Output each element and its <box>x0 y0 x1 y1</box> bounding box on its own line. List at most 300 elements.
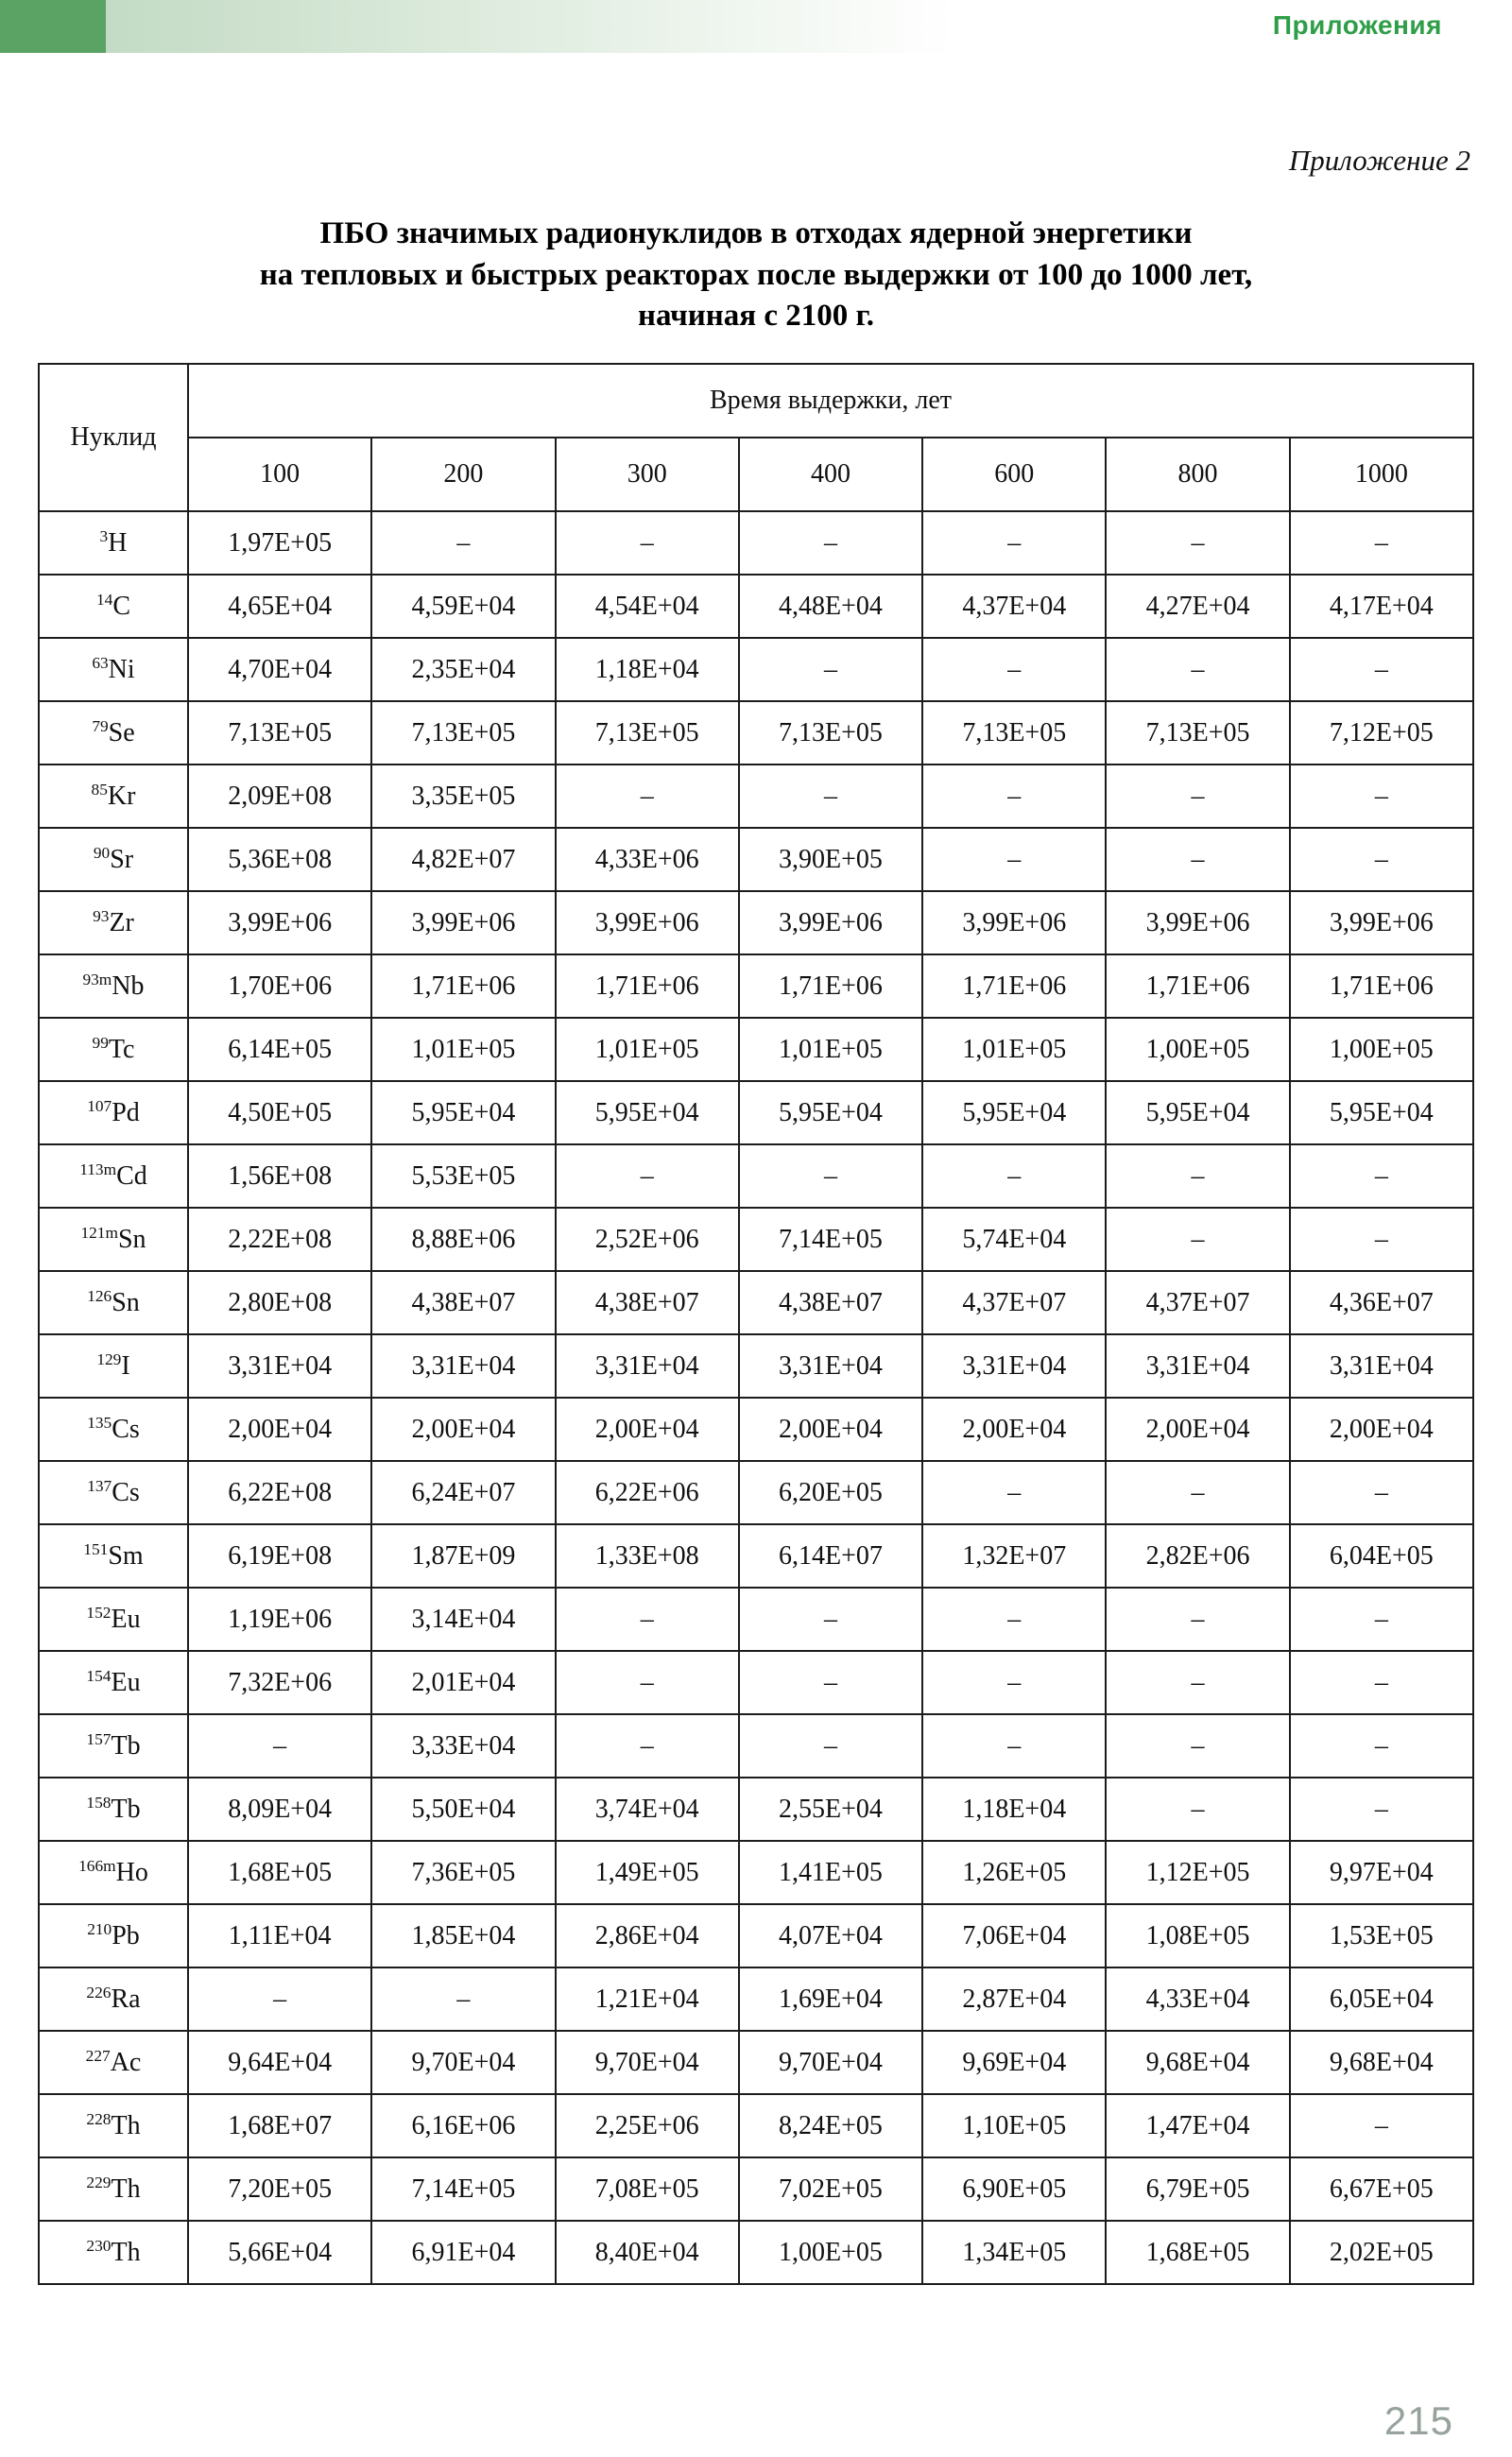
value-cell: 7,02E+05 <box>739 2157 922 2221</box>
nuclide-mass-number: 166m <box>78 1856 116 1875</box>
value-cell: – <box>556 1588 739 1651</box>
value-cell: – <box>922 1461 1106 1524</box>
nuclide-cell <box>39 1018 188 1081</box>
time-column-header: 100 <box>188 438 371 511</box>
value-cell: 1,85E+04 <box>371 1904 555 1967</box>
value-cell: 4,17E+04 <box>1290 575 1473 638</box>
value-cell: 9,70E+04 <box>371 2031 555 2094</box>
value-cell: 1,34E+05 <box>922 2221 1106 2284</box>
value-cell: 2,00E+04 <box>1290 1398 1473 1461</box>
value-cell: 1,68E+07 <box>188 2094 371 2157</box>
value-cell: 8,88E+06 <box>371 1208 555 1271</box>
nuclide-cell <box>39 2031 188 2094</box>
value-cell: – <box>1290 638 1473 701</box>
value-cell: 4,82E+07 <box>371 828 555 891</box>
table-row <box>39 1588 1473 1651</box>
value-cell: 1,19E+06 <box>188 1588 371 1651</box>
nuclide-cell <box>39 1904 188 1967</box>
value-cell: 3,31E+04 <box>1290 1334 1473 1398</box>
value-cell: 6,22E+08 <box>188 1461 371 1524</box>
value-cell: 4,70E+04 <box>188 638 371 701</box>
value-cell: 1,68E+05 <box>188 1841 371 1904</box>
value-cell: 2,55E+04 <box>739 1778 922 1841</box>
value-cell: 5,66E+04 <box>188 2221 371 2284</box>
value-cell: 6,67E+05 <box>1290 2157 1473 2221</box>
value-cell: – <box>922 828 1106 891</box>
nuclide-element-symbol: Cs <box>112 1414 140 1444</box>
value-cell: 3,99E+06 <box>1290 891 1473 954</box>
value-cell: – <box>1290 1208 1473 1271</box>
value-cell: 6,16E+06 <box>371 2094 555 2157</box>
nuclide-element-symbol: I <box>121 1350 130 1381</box>
value-cell: 2,35E+04 <box>371 638 555 701</box>
value-cell: – <box>1290 828 1473 891</box>
value-cell: 5,36E+08 <box>188 828 371 891</box>
nuclide-mass-number: 79 <box>92 716 109 735</box>
value-cell: 1,47E+04 <box>1106 2094 1289 2157</box>
value-cell: – <box>739 511 922 575</box>
value-cell: 1,01E+05 <box>556 1018 739 1081</box>
value-cell: 9,69E+04 <box>922 2031 1106 2094</box>
nuclide-mass-number: 63 <box>92 653 109 672</box>
nuclide-element-symbol: Tc <box>108 1034 135 1064</box>
value-cell: 2,02E+05 <box>1290 2221 1473 2284</box>
nuclide-cell <box>39 2157 188 2221</box>
value-cell: 5,53E+05 <box>371 1144 555 1208</box>
value-cell: 4,48E+04 <box>739 575 922 638</box>
nuclide-column-header: Нуклид <box>39 364 188 511</box>
value-cell: 3,99E+06 <box>556 891 739 954</box>
value-cell: – <box>1290 511 1473 575</box>
title-line-3: начиная с 2100 г. <box>637 299 875 334</box>
value-cell: 4,50E+05 <box>188 1081 371 1144</box>
nuclide-element-symbol: Sm <box>108 1540 144 1571</box>
nuclide-cell <box>39 2221 188 2284</box>
value-cell: 3,31E+04 <box>556 1334 739 1398</box>
value-cell: 3,99E+06 <box>371 891 555 954</box>
value-cell: – <box>556 1651 739 1714</box>
value-cell: 3,33E+04 <box>371 1714 555 1778</box>
value-cell: 8,09E+04 <box>188 1778 371 1841</box>
time-column-header: 300 <box>556 438 739 511</box>
value-cell: 1,00E+05 <box>739 2221 922 2284</box>
table-row <box>39 1524 1473 1588</box>
nuclide-mass-number: 3 <box>99 526 109 545</box>
value-cell: 6,14E+05 <box>188 1018 371 1081</box>
value-cell: – <box>739 1714 922 1778</box>
nuclide-mass-number: 129 <box>96 1349 122 1368</box>
value-cell: – <box>1106 1778 1289 1841</box>
value-cell: 7,08E+05 <box>556 2157 739 2221</box>
value-cell: 4,33E+06 <box>556 828 739 891</box>
value-cell: 5,95E+04 <box>922 1081 1106 1144</box>
table-row <box>39 1651 1473 1714</box>
value-cell: – <box>922 1588 1106 1651</box>
value-cell: – <box>556 1714 739 1778</box>
nuclide-cell <box>39 1208 188 1271</box>
table-row <box>39 1967 1473 2031</box>
table-row <box>39 1144 1473 1208</box>
value-cell: 5,95E+04 <box>556 1081 739 1144</box>
value-cell: 1,21E+04 <box>556 1967 739 2031</box>
table-row <box>39 638 1473 701</box>
value-cell: 7,13E+05 <box>556 701 739 765</box>
nuclide-element-symbol: Eu <box>111 1667 141 1697</box>
value-cell: – <box>371 1967 555 2031</box>
nuclide-mass-number: 113m <box>79 1160 117 1178</box>
value-cell: 4,37E+07 <box>922 1271 1106 1334</box>
value-cell: 9,64E+04 <box>188 2031 371 2094</box>
value-cell: 8,40E+04 <box>556 2221 739 2284</box>
nuclide-mass-number: 126 <box>87 1286 112 1305</box>
nuclide-cell <box>39 2094 188 2157</box>
time-column-header: 400 <box>739 438 922 511</box>
value-cell: 4,38E+07 <box>371 1271 555 1334</box>
nuclide-cell <box>39 891 188 954</box>
nuclide-element-symbol: Kr <box>107 781 136 811</box>
nuclide-cell <box>39 575 188 638</box>
table-row <box>39 575 1473 638</box>
value-cell: – <box>1290 1778 1473 1841</box>
nuclide-mass-number: 210 <box>87 1919 112 1938</box>
time-column-header: 800 <box>1106 438 1289 511</box>
value-cell: 2,00E+04 <box>739 1398 922 1461</box>
nuclide-element-symbol: Eu <box>111 1604 141 1634</box>
value-cell: 7,13E+05 <box>188 701 371 765</box>
value-cell: 3,31E+04 <box>1106 1334 1289 1398</box>
value-cell: 7,14E+05 <box>739 1208 922 1271</box>
nuclide-element-symbol: Zr <box>109 907 134 937</box>
table-row <box>39 1841 1473 1904</box>
value-cell: 7,36E+05 <box>371 1841 555 1904</box>
table-row <box>39 1904 1473 1967</box>
value-cell: – <box>1106 1714 1289 1778</box>
table-row <box>39 954 1473 1018</box>
value-cell: 9,70E+04 <box>739 2031 922 2094</box>
value-cell: 3,31E+04 <box>188 1334 371 1398</box>
nuclide-mass-number: 229 <box>86 2173 112 2191</box>
value-cell: – <box>1106 638 1289 701</box>
nuclide-element-symbol: Sr <box>110 844 134 874</box>
nuclide-mass-number: 152 <box>86 1603 112 1622</box>
value-cell: 3,99E+06 <box>739 891 922 954</box>
value-cell: 3,35E+05 <box>371 765 555 828</box>
appendix-label: Приложение 2 <box>1288 144 1470 177</box>
value-cell: 7,13E+05 <box>739 701 922 765</box>
value-cell: 3,74E+04 <box>556 1778 739 1841</box>
value-cell: 2,00E+04 <box>556 1398 739 1461</box>
value-cell: 1,33E+08 <box>556 1524 739 1588</box>
nuclide-mass-number: 157 <box>86 1729 112 1748</box>
table-row <box>39 1271 1473 1334</box>
table-row <box>39 765 1473 828</box>
value-cell: 1,01E+05 <box>371 1018 555 1081</box>
value-cell: 1,00E+05 <box>1106 1018 1289 1081</box>
value-cell: 1,71E+06 <box>922 954 1106 1018</box>
value-cell: 7,32E+06 <box>188 1651 371 1714</box>
value-cell: 2,87E+04 <box>922 1967 1106 2031</box>
table-row <box>39 1208 1473 1271</box>
value-cell: 6,05E+04 <box>1290 1967 1473 2031</box>
value-cell: 5,95E+04 <box>1106 1081 1289 1144</box>
value-cell: 1,12E+05 <box>1106 1841 1289 1904</box>
nuclide-cell <box>39 638 188 701</box>
table-header-row-columns <box>39 438 1473 511</box>
nuclide-element-symbol: Ni <box>108 654 135 684</box>
nuclide-cell <box>39 1144 188 1208</box>
value-cell: 1,32E+07 <box>922 1524 1106 1588</box>
time-column-header: 200 <box>371 438 555 511</box>
table-row <box>39 1081 1473 1144</box>
value-cell: – <box>1290 765 1473 828</box>
value-cell: – <box>1106 511 1289 575</box>
nuclide-element-symbol: Tb <box>111 1730 141 1761</box>
value-cell: 3,99E+06 <box>922 891 1106 954</box>
value-cell: 4,59E+04 <box>371 575 555 638</box>
value-cell: 9,70E+04 <box>556 2031 739 2094</box>
value-cell: 1,49E+05 <box>556 1841 739 1904</box>
value-cell: 2,52E+06 <box>556 1208 739 1271</box>
value-cell: 4,54E+04 <box>556 575 739 638</box>
nuclide-element-symbol: Sn <box>112 1287 140 1317</box>
value-cell: 1,87E+09 <box>371 1524 555 1588</box>
nuclide-element-symbol: Tb <box>111 1794 141 1824</box>
nuclide-mass-number: 14 <box>95 590 113 609</box>
nuclide-mass-number: 93m <box>82 970 112 988</box>
value-cell: 7,14E+05 <box>371 2157 555 2221</box>
value-cell: 4,37E+04 <box>922 575 1106 638</box>
value-cell: 4,38E+07 <box>556 1271 739 1334</box>
nuclide-cell <box>39 701 188 765</box>
nuclide-element-symbol: Se <box>108 717 135 747</box>
value-cell: – <box>739 765 922 828</box>
nuclide-cell <box>39 765 188 828</box>
value-cell: 1,01E+05 <box>922 1018 1106 1081</box>
value-cell: 1,00E+05 <box>1290 1018 1473 1081</box>
nuclide-cell <box>39 954 188 1018</box>
value-cell: 1,08E+05 <box>1106 1904 1289 1967</box>
nuclide-mass-number: 121m <box>80 1223 118 1242</box>
title-line-2: на тепловых и быстрых реакторах после выдержки от 100 до 1000 лет, <box>259 257 1253 292</box>
table-row <box>39 1714 1473 1778</box>
nuclide-cell <box>39 511 188 575</box>
nuclide-element-symbol: Pd <box>112 1097 140 1127</box>
table-header-row-top <box>39 364 1473 438</box>
table-row <box>39 701 1473 765</box>
value-cell: 3,31E+04 <box>371 1334 555 1398</box>
value-cell: 2,82E+06 <box>1106 1524 1289 1588</box>
nuclide-element-symbol: Th <box>111 2110 141 2140</box>
title-line-1: ПБО значимых радионуклидов в отходах ядерной энергетики <box>319 216 1193 250</box>
value-cell: – <box>1106 1461 1289 1524</box>
value-cell: 1,11E+04 <box>188 1904 371 1967</box>
nuclide-element-symbol: Th <box>111 2174 141 2204</box>
nuclide-cell <box>39 1841 188 1904</box>
value-cell: 6,90E+05 <box>922 2157 1106 2221</box>
value-cell: 3,90E+05 <box>739 828 922 891</box>
value-cell: – <box>1290 1651 1473 1714</box>
value-cell: 2,00E+04 <box>188 1398 371 1461</box>
value-cell: 9,68E+04 <box>1106 2031 1289 2094</box>
nuclide-mass-number: 228 <box>86 2109 112 2128</box>
time-column-header: 600 <box>922 438 1106 511</box>
value-cell: – <box>1290 2094 1473 2157</box>
page-number: 215 <box>1383 2398 1453 2443</box>
nuclide-cell <box>39 1461 188 1524</box>
nuclide-mass-number: 99 <box>92 1033 109 1052</box>
value-cell: 6,91E+04 <box>371 2221 555 2284</box>
value-cell: 1,97E+05 <box>188 511 371 575</box>
value-cell: 2,80E+08 <box>188 1271 371 1334</box>
value-cell: 6,22E+06 <box>556 1461 739 1524</box>
page-header-bar <box>0 0 1512 53</box>
nuclide-cell <box>39 1524 188 1588</box>
table-row <box>39 1018 1473 1081</box>
nuclide-element-symbol: H <box>108 527 128 558</box>
value-cell: – <box>739 1588 922 1651</box>
value-cell: 2,00E+04 <box>922 1398 1106 1461</box>
value-cell: 5,95E+04 <box>1290 1081 1473 1144</box>
value-cell: 1,70E+06 <box>188 954 371 1018</box>
value-cell: 2,00E+04 <box>1106 1398 1289 1461</box>
table-row <box>39 1461 1473 1524</box>
value-cell: 1,69E+04 <box>739 1967 922 2031</box>
table-row <box>39 511 1473 575</box>
nuclide-element-symbol: Th <box>111 2237 141 2267</box>
value-cell: 4,37E+07 <box>1106 1271 1289 1334</box>
value-cell: 4,27E+04 <box>1106 575 1289 638</box>
value-cell: 2,86E+04 <box>556 1904 739 1967</box>
value-cell: – <box>922 765 1106 828</box>
value-cell: 3,31E+04 <box>739 1334 922 1398</box>
value-cell: 3,99E+06 <box>188 891 371 954</box>
value-cell: 1,71E+06 <box>556 954 739 1018</box>
value-cell: – <box>739 638 922 701</box>
value-cell: 1,41E+05 <box>739 1841 922 1904</box>
table-row <box>39 2221 1473 2284</box>
value-cell: – <box>188 1714 371 1778</box>
value-cell: 9,97E+04 <box>1290 1841 1473 1904</box>
nuclide-element-symbol: C <box>112 591 131 621</box>
nuclide-mass-number: 107 <box>87 1096 112 1115</box>
document-title <box>0 214 1512 337</box>
value-cell: 3,99E+06 <box>1106 891 1289 954</box>
nuclide-element-symbol: Cs <box>112 1477 140 1507</box>
nuclide-element-symbol: Cd <box>116 1160 147 1191</box>
value-cell: 6,79E+05 <box>1106 2157 1289 2221</box>
value-cell: 1,18E+04 <box>556 638 739 701</box>
header-gradient <box>106 0 956 53</box>
value-cell: 2,00E+04 <box>371 1398 555 1461</box>
nuclide-element-symbol: Sn <box>117 1224 146 1254</box>
value-cell: – <box>1106 828 1289 891</box>
value-cell: 4,07E+04 <box>739 1904 922 1967</box>
table-row <box>39 1334 1473 1398</box>
value-cell: – <box>1290 1461 1473 1524</box>
value-cell: 1,71E+06 <box>371 954 555 1018</box>
nuclide-cell <box>39 1967 188 2031</box>
nuclide-mass-number: 137 <box>87 1476 112 1495</box>
nuclide-cell <box>39 1271 188 1334</box>
value-cell: 7,20E+05 <box>188 2157 371 2221</box>
value-cell: – <box>188 1967 371 2031</box>
nuclide-cell <box>39 1714 188 1778</box>
nuclide-mass-number: 230 <box>86 2236 112 2255</box>
nuclide-element-symbol: Pb <box>112 1920 140 1950</box>
table-row <box>39 1778 1473 1841</box>
value-cell: 1,10E+05 <box>922 2094 1106 2157</box>
value-cell: 5,95E+04 <box>371 1081 555 1144</box>
value-cell: – <box>1106 765 1289 828</box>
table-row <box>39 2157 1473 2221</box>
value-cell: – <box>556 1144 739 1208</box>
time-span-header: Время выдержки, лет <box>188 364 1473 438</box>
nuclide-cell <box>39 1778 188 1841</box>
nuclide-mass-number: 151 <box>83 1539 109 1558</box>
value-cell: – <box>1290 1588 1473 1651</box>
value-cell: – <box>1106 1208 1289 1271</box>
nuclide-element-symbol: Ac <box>110 2047 142 2077</box>
value-cell: 3,31E+04 <box>922 1334 1106 1398</box>
value-cell: 5,74E+04 <box>922 1208 1106 1271</box>
table-row <box>39 2031 1473 2094</box>
value-cell: 4,33E+04 <box>1106 1967 1289 2031</box>
time-column-header: 1000 <box>1290 438 1473 511</box>
value-cell: – <box>922 1651 1106 1714</box>
value-cell: – <box>1106 1651 1289 1714</box>
value-cell: 9,68E+04 <box>1290 2031 1473 2094</box>
value-cell: – <box>922 638 1106 701</box>
value-cell: – <box>1290 1144 1473 1208</box>
nuclide-cell <box>39 828 188 891</box>
value-cell: – <box>556 511 739 575</box>
value-cell: – <box>922 511 1106 575</box>
value-cell: – <box>556 765 739 828</box>
value-cell: – <box>1106 1144 1289 1208</box>
value-cell: 6,04E+05 <box>1290 1524 1473 1588</box>
value-cell: – <box>922 1714 1106 1778</box>
nuclide-element-symbol: Nb <box>112 971 145 1001</box>
value-cell: 5,95E+04 <box>739 1081 922 1144</box>
value-cell: 6,24E+07 <box>371 1461 555 1524</box>
value-cell: – <box>371 511 555 575</box>
nuclide-mass-number: 90 <box>93 843 111 862</box>
value-cell: – <box>1290 1714 1473 1778</box>
radionuclide-table <box>38 363 1474 2285</box>
value-cell: 6,19E+08 <box>188 1524 371 1588</box>
value-cell: – <box>1106 1588 1289 1651</box>
value-cell: 8,24E+05 <box>739 2094 922 2157</box>
nuclide-element-symbol: Ho <box>115 1857 148 1887</box>
value-cell: 1,26E+05 <box>922 1841 1106 1904</box>
value-cell: 3,14E+04 <box>371 1588 555 1651</box>
value-cell: 1,71E+06 <box>1106 954 1289 1018</box>
nuclide-cell <box>39 1398 188 1461</box>
value-cell: 7,13E+05 <box>922 701 1106 765</box>
value-cell: 1,71E+06 <box>739 954 922 1018</box>
value-cell: – <box>739 1144 922 1208</box>
nuclide-mass-number: 227 <box>85 2046 111 2065</box>
value-cell: 7,12E+05 <box>1290 701 1473 765</box>
value-cell: 2,09E+08 <box>188 765 371 828</box>
table-row <box>39 1398 1473 1461</box>
value-cell: 1,71E+06 <box>1290 954 1473 1018</box>
nuclide-mass-number: 154 <box>86 1666 112 1685</box>
value-cell: 6,20E+05 <box>739 1461 922 1524</box>
value-cell: – <box>739 1651 922 1714</box>
nuclide-cell <box>39 1081 188 1144</box>
value-cell: 5,50E+04 <box>371 1778 555 1841</box>
